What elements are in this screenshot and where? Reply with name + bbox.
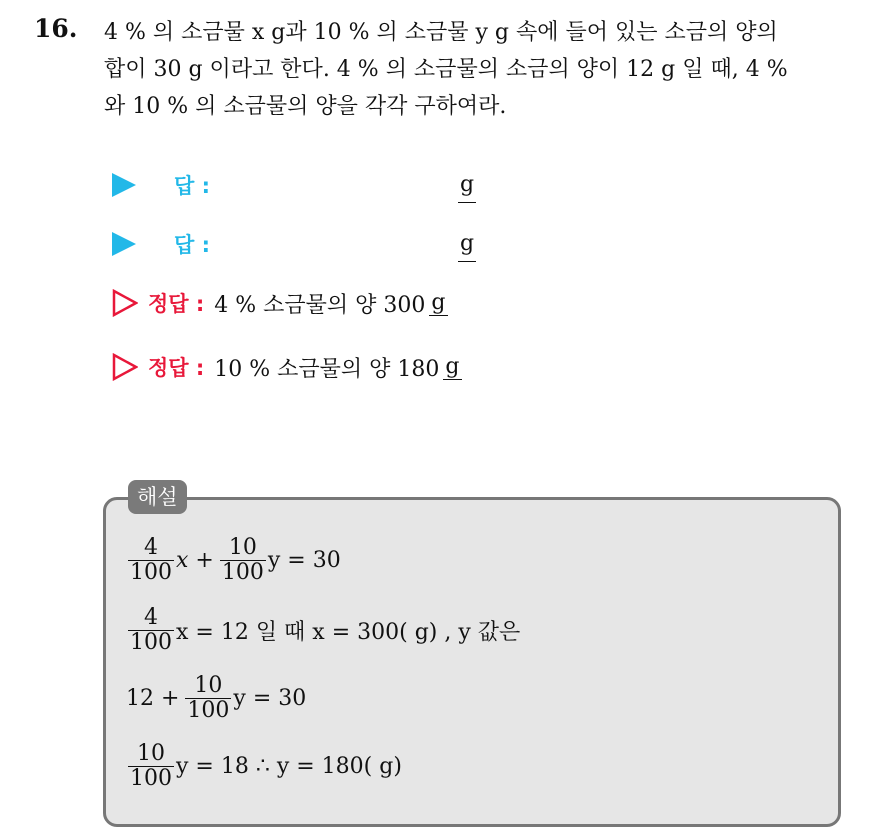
math-text: x = 12 일 때 x = 300( g) , y 값은 — [176, 620, 521, 645]
question-line: 합이 30 g 이라고 한다. 4 % 의 소금물의 소금의 양이 12 g 일 때, 4 % — [104, 57, 788, 82]
answer-label: 답 : — [174, 233, 210, 257]
question-line: 4 % 의 소금물 x g과 10 % 의 소금물 y g 속에 들어 있는 소금의 양의 — [104, 20, 778, 45]
answer-row-1[interactable] — [112, 168, 512, 202]
math-text: y = 30 — [233, 686, 307, 711]
explanation-line-3 — [126, 674, 306, 723]
correct-text: 4 % 소금물의 양 300 — [214, 292, 426, 318]
explanation-line-1 — [126, 536, 341, 585]
explanation-line-2 — [126, 606, 520, 655]
fraction: $\frac{10}{100}$ — [221, 535, 264, 585]
correct-unit: g — [431, 290, 446, 315]
math-text: y = 18 ∴ y = 180( g) — [176, 754, 402, 779]
fraction: $\frac{4}{100}$ — [130, 535, 172, 585]
outline-triangle-icon — [112, 289, 138, 317]
correct-text: 10 % 소금물의 양 180 — [214, 356, 440, 382]
fraction: $\frac{10}{100}$ — [130, 741, 172, 791]
answer-label: 답 : — [174, 174, 210, 198]
fraction: $\frac{4}{100}$ — [130, 605, 172, 655]
question-text — [104, 14, 864, 125]
question-line: 와 10 % 의 소금물의 양을 각각 구하여라. — [104, 94, 507, 119]
explanation-tag: 해설 — [128, 480, 187, 514]
correct-label: 정답 : — [148, 292, 205, 316]
outline-triangle-icon — [112, 353, 138, 381]
correct-label: 정답 : — [148, 356, 205, 380]
math-text: y = 30 — [267, 548, 341, 573]
explanation-line-4 — [126, 742, 402, 791]
correct-answer-row-1 — [112, 286, 448, 320]
play-triangle-icon — [112, 173, 136, 197]
answer-unit: g — [458, 168, 476, 203]
correct-answer-row-2 — [112, 350, 462, 384]
play-triangle-icon — [112, 232, 136, 256]
fraction: $\frac{10}{100}$ — [187, 673, 230, 723]
correct-unit: g — [445, 354, 460, 379]
question-number: 16. — [34, 14, 78, 43]
answer-unit: g — [458, 227, 476, 262]
math-text: 12 + — [126, 686, 180, 711]
math-text: x + — [176, 548, 214, 573]
answer-row-2[interactable] — [112, 227, 512, 261]
